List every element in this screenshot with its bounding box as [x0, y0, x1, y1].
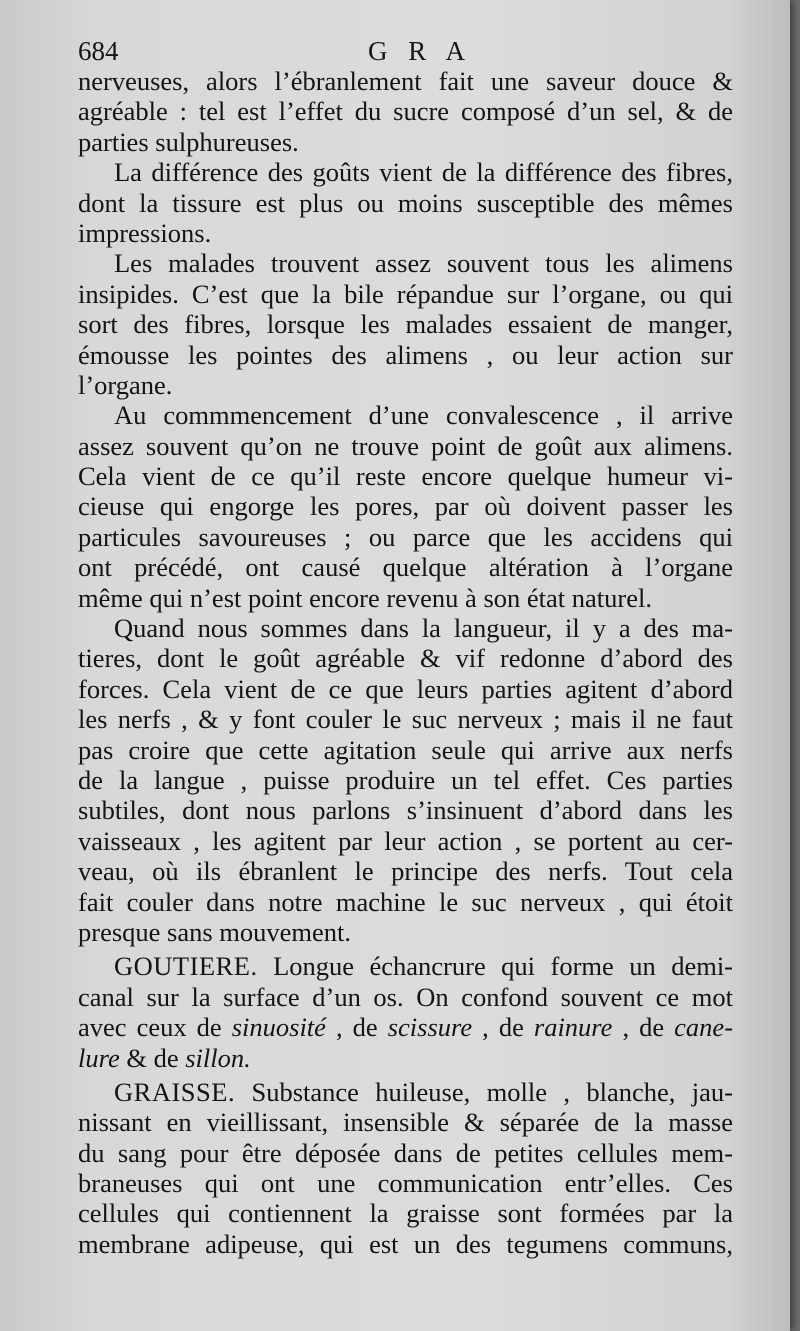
text-line: agréable : tel est l’effet du sucre composé d’un sel, & de [78, 96, 733, 127]
paragraph [78, 248, 733, 400]
entry-text: , de [325, 1012, 388, 1043]
text-line: cellules qui contiennent la graisse sont formées par la [78, 1198, 733, 1229]
text-line: membrane adipeuse, qui est un des tegumens communs, [78, 1228, 733, 1259]
text-line: particules savoureuses ; ou parce que les accidens qui [78, 521, 733, 552]
term-italic: sinuosité [231, 1012, 326, 1043]
text-line: tieres, dont le goût agréable & vif redonne d’abord des [78, 643, 733, 674]
text-line: ont précédé, ont causé quelque altération à l’organe [78, 552, 733, 583]
text-line [78, 1012, 733, 1042]
text-line: parties sulphureuses. [78, 126, 299, 157]
text-line: assez souvent qu’on ne trouve point de goût aux alimens. [78, 430, 733, 461]
term-italic: rainure [533, 1012, 613, 1043]
term-italic: cane- [674, 1012, 734, 1043]
text-line: impressions. [78, 217, 212, 248]
text-line: dont la tissure est plus ou moins susceptible des mêmes [78, 187, 733, 218]
entry-text: Longue échancrure qui forme un demi- [273, 951, 734, 982]
running-head [78, 36, 733, 66]
text-line [78, 1043, 733, 1073]
text-line: braneuses qui ont une communication entr’elles. Ces [78, 1168, 733, 1199]
text-line: presque sans mouvement. [78, 916, 352, 947]
entry-text: & de [119, 1042, 186, 1073]
page-number: 684 [78, 36, 119, 66]
text-line: Les malades trouvent assez souvent tous les alimens [114, 248, 733, 279]
entry-headword: GOUTIERE. [114, 951, 258, 982]
term-italic: lure [78, 1042, 120, 1073]
text-line: Au commmencement d’une convalescence , il arrive [114, 400, 733, 431]
text-line: pas croire que cette agitation seule qui arrive aux nerfs [78, 734, 733, 765]
text-line: vaisseaux , les agitent par leur action , se portent au cer- [78, 825, 733, 856]
text-line: forces. Cela vient de ce que leurs parties agitent d’abord [78, 673, 733, 704]
entry-first-line [78, 1077, 733, 1107]
text-line: nissant en vieillissant, insensible & séparée de la masse [78, 1107, 733, 1138]
text-line: les nerfs , & y font couler le suc nerveux ; mais il ne faut [78, 704, 733, 735]
text-line: l’organe. [78, 369, 173, 400]
entry-text: Substance huileuse, molle , blanche, jau- [251, 1076, 733, 1107]
text-line: émousse les pointes des alimens , ou leur action sur [78, 339, 733, 370]
entry-first-line [78, 951, 733, 981]
entry-text: , de [472, 1012, 534, 1043]
entry-headword: GRAISSE. [114, 1076, 236, 1107]
entry-text: avec ceux de [78, 1012, 232, 1043]
text-line: nerveuses, alors l’ébranlement fait une saveur douce & [78, 66, 733, 96]
page-text [78, 36, 733, 1259]
dictionary-entry-graisse [78, 1077, 733, 1259]
dictionary-entry-goutiere [78, 951, 733, 1073]
text-line: veau, où ils ébranlent le principe des nerfs. Tout cela [78, 856, 733, 887]
paragraph [78, 400, 733, 613]
entry-text: , de [612, 1012, 675, 1043]
text-line: même qui n’est point encore revenu à son état naturel. [78, 582, 652, 613]
paragraph [78, 66, 733, 157]
term-italic: sillon. [185, 1042, 251, 1073]
text-line: subtiles, dont nous parlons s’insinuent d’abord dans les [78, 795, 733, 826]
text-line: Cela vient de ce qu’il reste encore quelque humeur vi- [78, 461, 733, 492]
text-line: fait couler dans notre machine le suc nerveux , qui étoit [78, 886, 733, 917]
text-line: sort des fibres, lorsque les malades essaient de manger, [78, 309, 733, 340]
text-line: de la langue , puisse produire un tel effet. Ces parties [78, 764, 733, 795]
text-line: canal sur la surface d’un os. On confond souvent ce mot [78, 981, 733, 1012]
text-line: cieuse qui engorge les pores, par où doivent passer les [78, 491, 733, 522]
text-line: du sang pour être déposée dans de petites cellules mem- [78, 1137, 733, 1168]
paragraph [78, 613, 733, 947]
text-line: La différence des goûts vient de la différence des fibres, [114, 157, 733, 188]
term-italic: scissure [387, 1012, 473, 1043]
section-letters: G R A [368, 36, 473, 66]
paragraph [78, 157, 733, 248]
text-line: Quand nous sommes dans la langueur, il y a des ma- [114, 613, 733, 644]
text-line: insipides. C’est que la bile répandue sur l’organe, ou qui [78, 278, 733, 309]
